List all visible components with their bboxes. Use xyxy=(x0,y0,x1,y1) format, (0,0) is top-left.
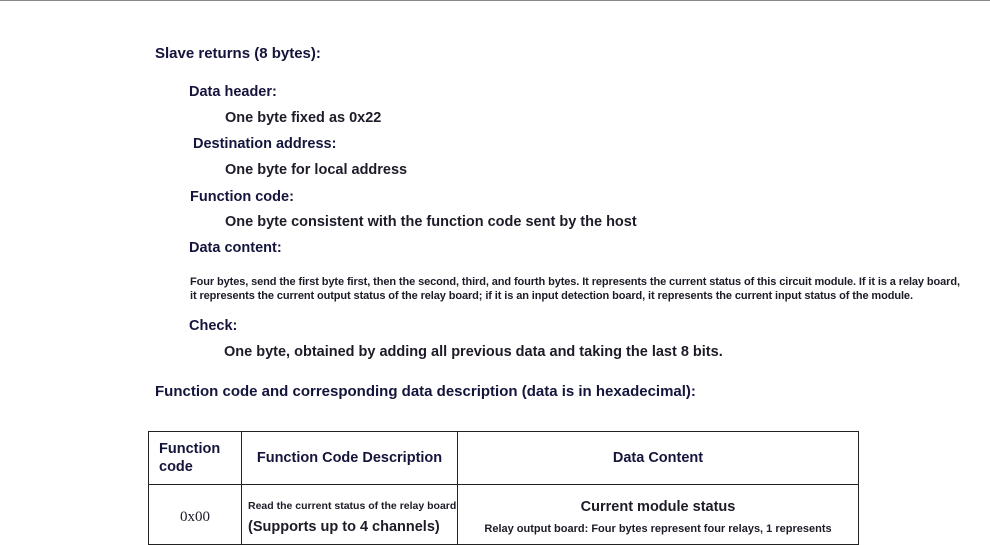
header-function-description: Function Code Description xyxy=(242,432,458,485)
data-content-label: Data content: xyxy=(189,240,282,256)
check-label: Check: xyxy=(189,318,238,334)
data-content-value-line1: Four bytes, send the first byte first, then the second, third, and fourth bytes. It represents the current status of this circuit module. If it is a relay board, xyxy=(190,276,960,288)
row-desc-line2: (Supports up to 4 channels) xyxy=(248,518,440,535)
data-header-value: One byte fixed as 0x22 xyxy=(225,110,382,126)
row-content-sub: Relay output board: Four bytes represent four relays, 1 represents xyxy=(484,522,832,535)
row-desc-line1: Read the current status of the relay board xyxy=(248,499,457,512)
destination-address-value: One byte for local address xyxy=(225,162,408,178)
slave-returns-heading: Slave returns (8 bytes): xyxy=(155,45,321,62)
function-code-value: One byte consistent with the function code sent by the host xyxy=(225,214,637,230)
data-header-label: Data header: xyxy=(189,84,277,100)
row-function-description xyxy=(242,485,458,545)
header-data-content: Data Content xyxy=(458,432,859,485)
check-value: One byte, obtained by adding all previous data and taking the last 8 bits. xyxy=(224,344,723,360)
top-border-line xyxy=(0,0,990,1)
function-code-table xyxy=(148,431,859,545)
header-code-line2: code xyxy=(159,459,193,475)
row-data-content xyxy=(458,485,859,545)
destination-address-label: Destination address: xyxy=(193,136,337,152)
table-row xyxy=(149,485,859,545)
row-function-code: 0x00 xyxy=(149,485,242,545)
row-content-title: Current module status xyxy=(580,498,736,515)
header-code-line1: Function xyxy=(159,441,221,457)
function-code-label: Function code: xyxy=(190,189,294,205)
data-content-value-line2: it represents the current output status of the relay board; if it is an input detection board, it represents the current input status of the module. xyxy=(190,290,913,302)
header-function-code xyxy=(149,432,242,485)
function-table-heading: Function code and corresponding data description (data is in hexadecimal): xyxy=(155,383,696,400)
table-header-row xyxy=(149,432,859,485)
